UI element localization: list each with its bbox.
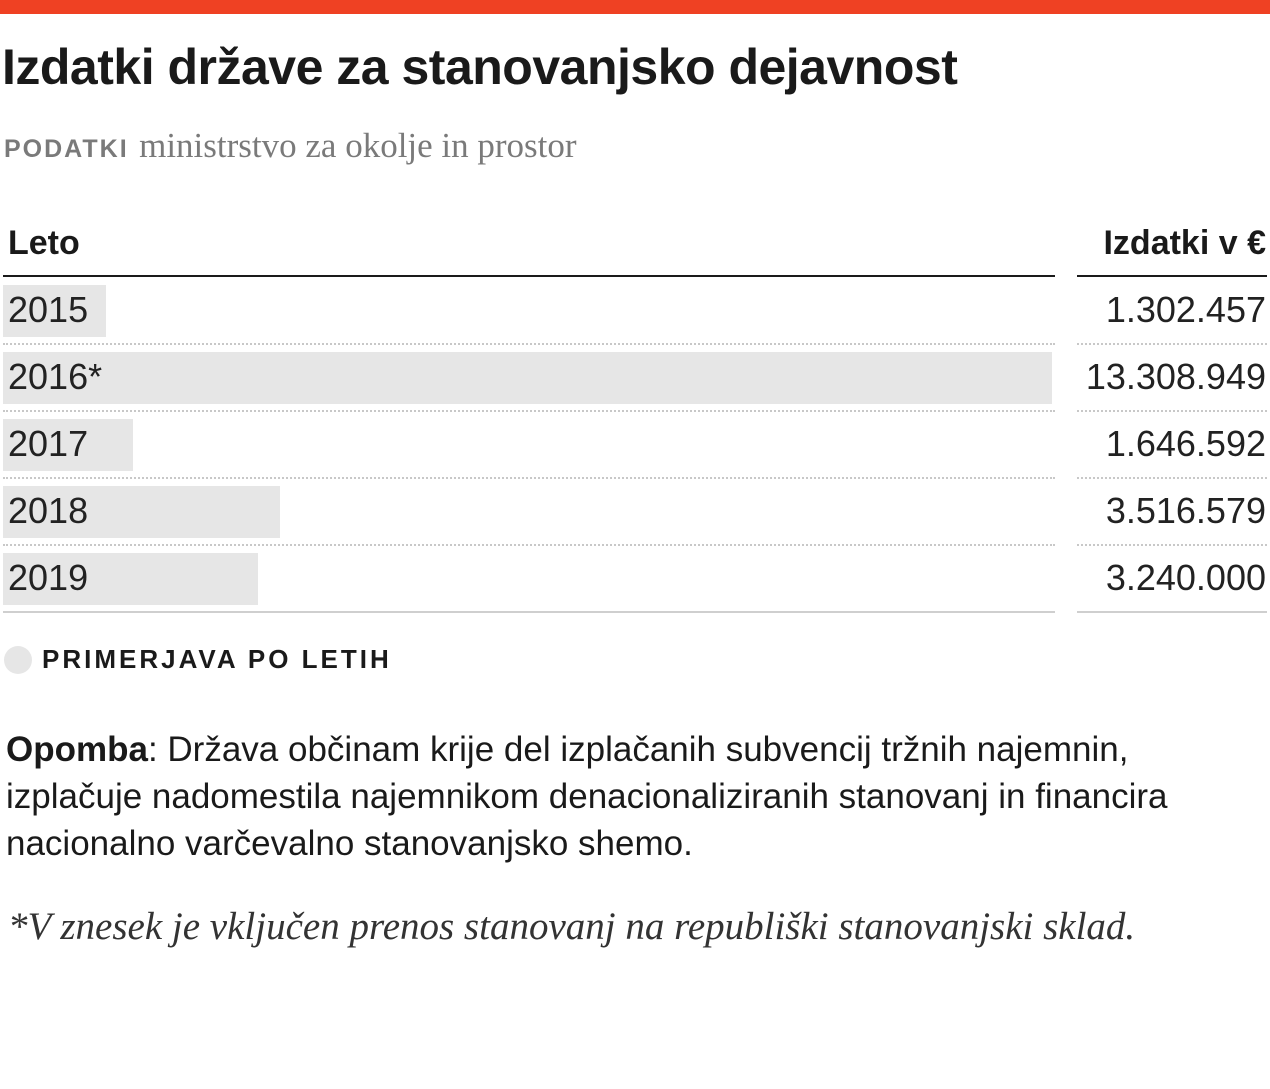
row-separator (3, 477, 1055, 479)
note-text: : Država občinam krije del izplačanih subvencij tržnih najemnin, izplačuje nadomestila najemnikom denacionaliziranih stanovanj in financira nacionalno varčevalno stanovanjsko shemo. (6, 730, 1168, 863)
year-label: 2017 (8, 423, 89, 464)
amount-label: 13.308.949 (1085, 356, 1266, 397)
header-rule-left (3, 275, 1055, 277)
amount-label: 1.646.592 (1105, 423, 1266, 464)
amount-label: 1.302.457 (1105, 289, 1266, 330)
source-text: ministrstvo za okolje in prostor (139, 126, 577, 165)
legend-swatch (4, 646, 32, 674)
row-separator (3, 410, 1055, 412)
year-label: 2016* (8, 356, 103, 397)
row-separator (3, 544, 1055, 546)
year-label: 2015 (8, 289, 89, 330)
row-separator (3, 343, 1055, 345)
bottom-rule-right (1077, 611, 1267, 613)
row-separator (1077, 544, 1267, 546)
chart-title: Izdatki države za stanovanjsko dejavnost (2, 39, 958, 95)
note (6, 726, 1268, 867)
amount-label: 3.240.000 (1105, 557, 1266, 598)
accent-bar (0, 0, 1270, 14)
header-rule-right (1077, 275, 1267, 277)
amount-label: 3.516.579 (1105, 490, 1266, 531)
column-header-year: Leto (8, 224, 80, 262)
note-label: Opomba (6, 730, 148, 769)
row-separator (1077, 343, 1267, 345)
row-separator (1077, 410, 1267, 412)
row-separator (1077, 477, 1267, 479)
year-label: 2018 (8, 490, 89, 531)
source-label: PODATKI (4, 135, 129, 163)
column-header-amount: Izdatki v € (1103, 224, 1266, 262)
legend (4, 644, 392, 675)
year-label: 2019 (8, 557, 89, 598)
bar (3, 352, 1052, 404)
bottom-rule-left (3, 611, 1055, 613)
footnote: *V znesek je vključen prenos stanovanj na republiški stanovanjski sklad. (8, 905, 1136, 948)
legend-label: PRIMERJAVA PO LETIH (42, 644, 392, 674)
source-line (4, 126, 577, 166)
